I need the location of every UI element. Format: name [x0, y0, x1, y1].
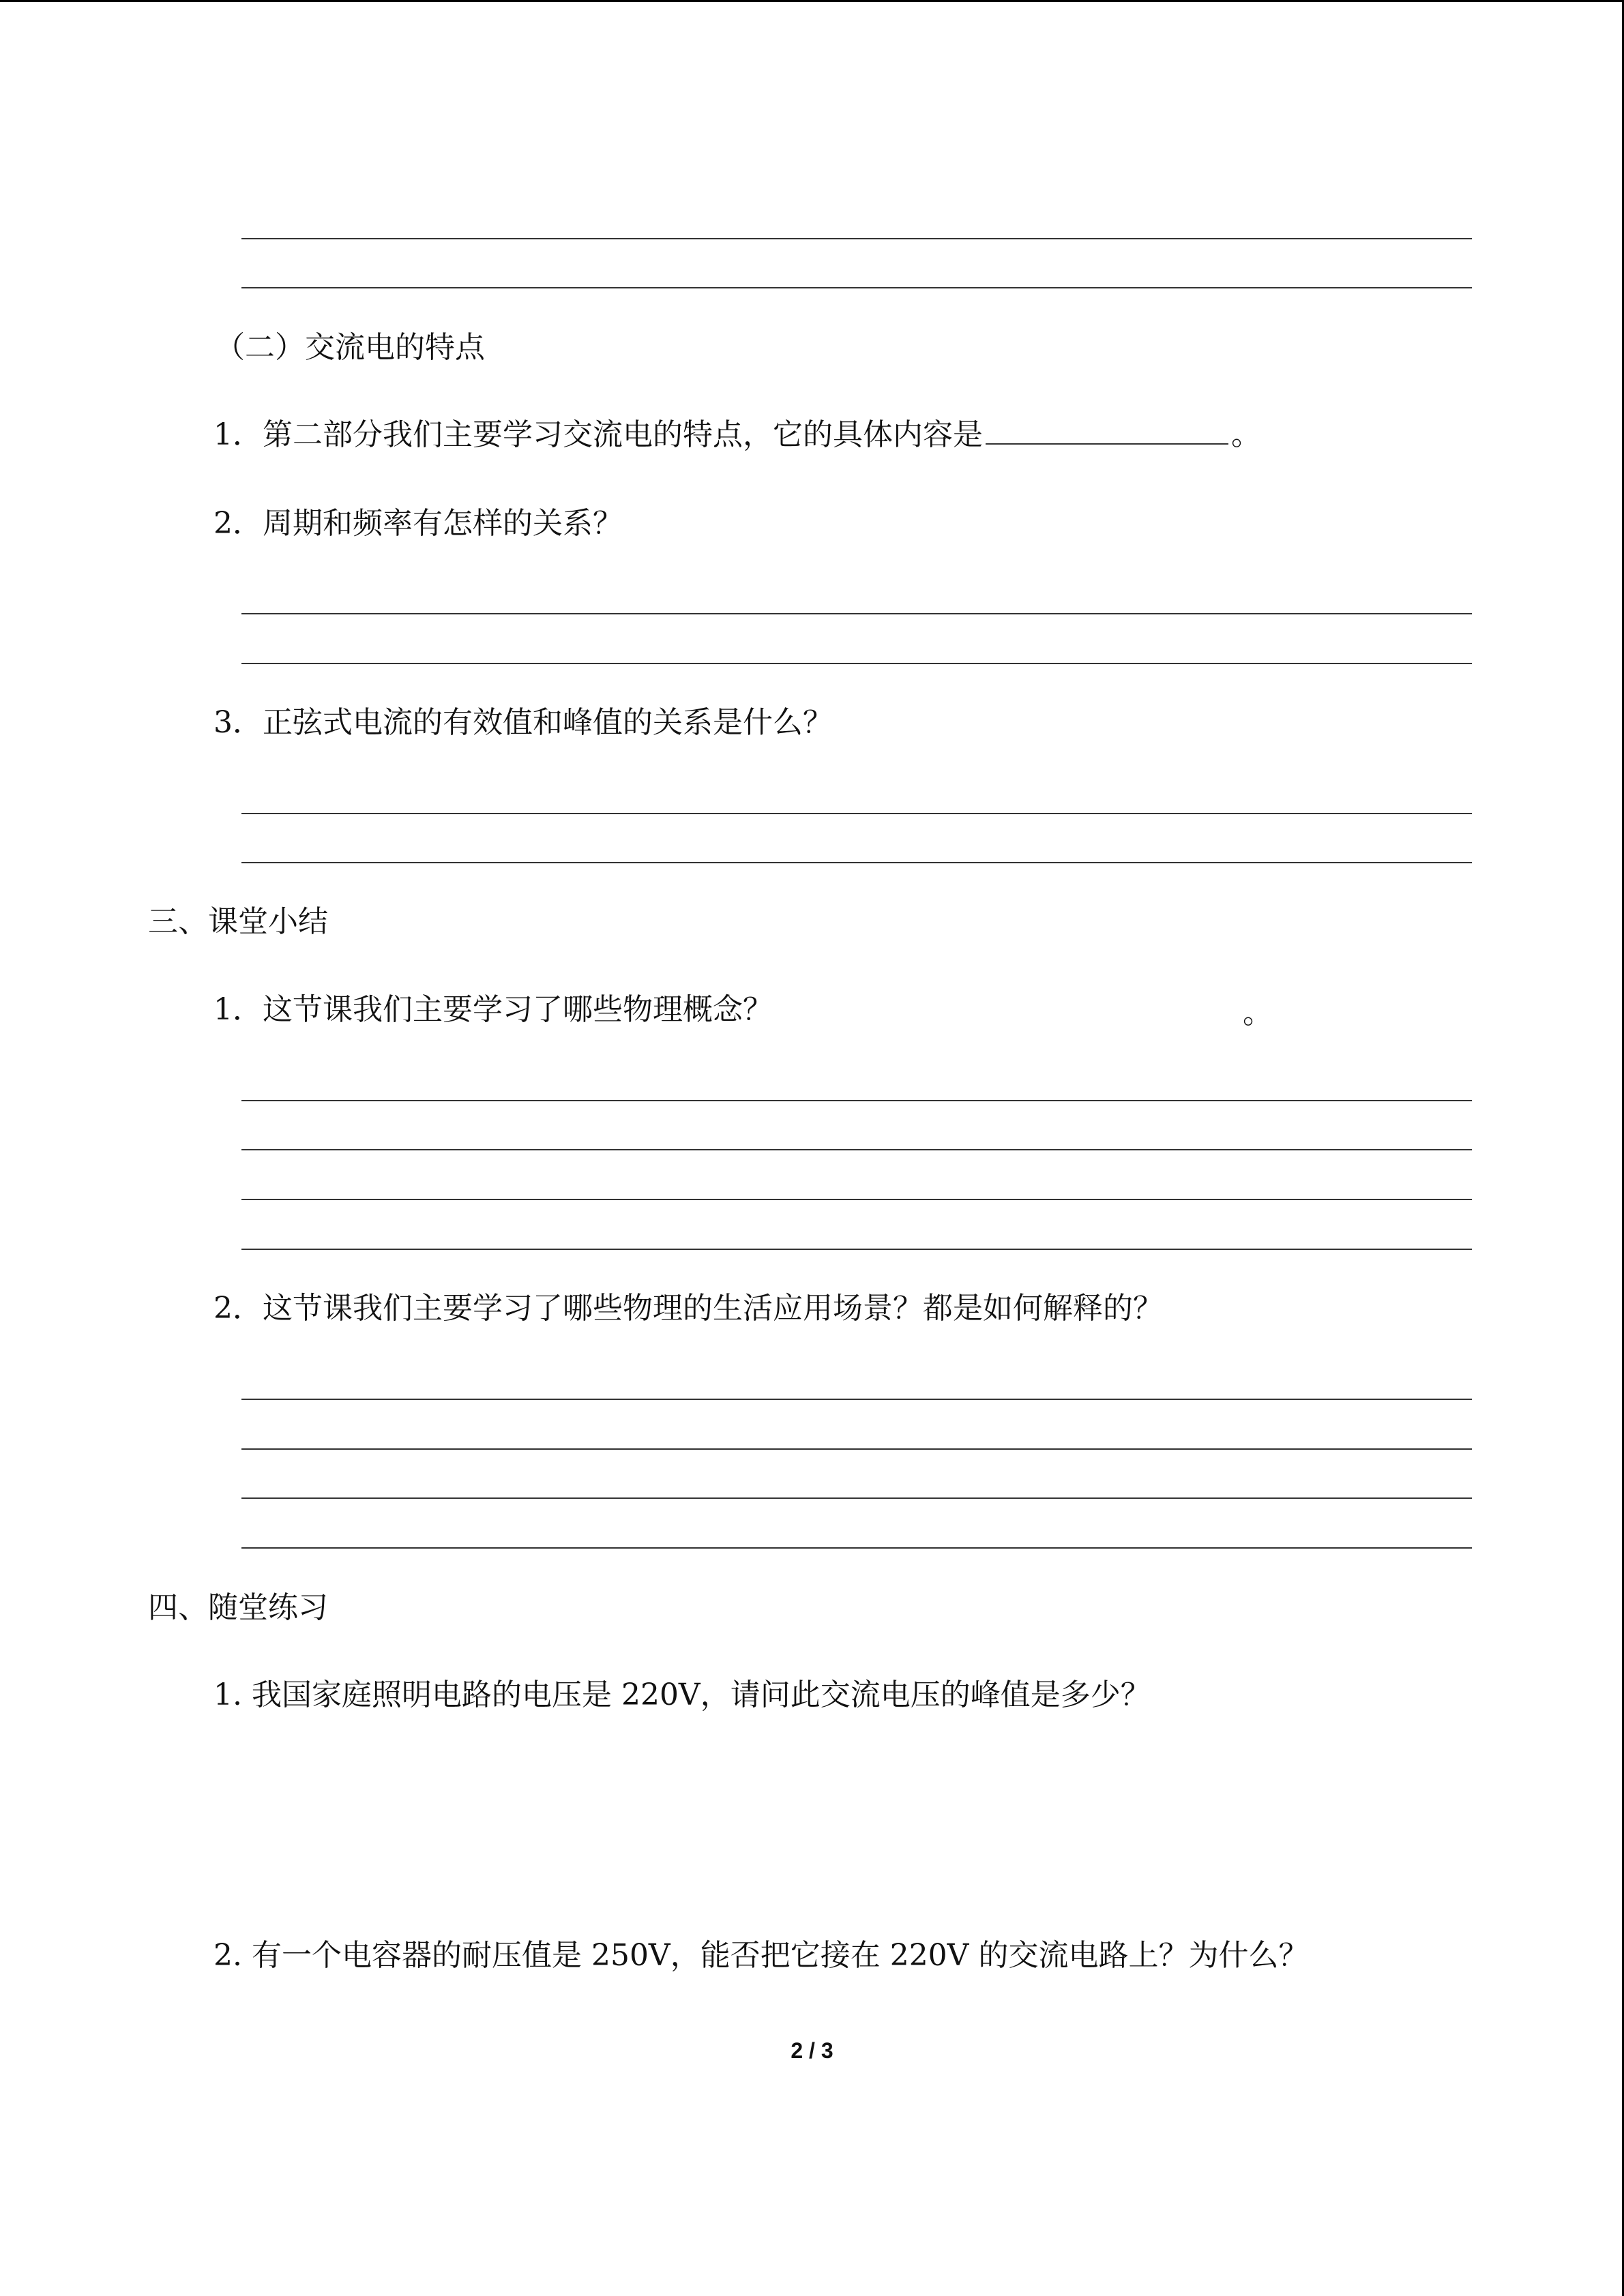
answer-line[interactable]: [241, 1199, 1472, 1200]
stray-period-mark: 。: [1243, 996, 1273, 1030]
answer-line[interactable]: [241, 287, 1472, 288]
answer-line[interactable]: [241, 1399, 1472, 1400]
question-text: 1．第二部分我们主要学习交流电的特点，它的具体内容是: [213, 417, 983, 452]
summary-question-1: 1．这节课我们主要学习了哪些物理概念？: [213, 992, 773, 1027]
answer-line[interactable]: [241, 1100, 1472, 1101]
summary-question-2: 2．这节课我们主要学习了哪些物理的生活应用场景？都是如何解释的？: [213, 1291, 1163, 1326]
page-number: 2 / 3: [791, 2038, 833, 2063]
answer-line[interactable]: [241, 1547, 1472, 1549]
practice-question-1: 1. 我国家庭照明电路的电压是 220V，请问此交流电压的峰值是多少？: [213, 1678, 1151, 1712]
summary-heading: 三、课堂小结: [148, 904, 328, 939]
ac-features-question-3: 3．正弦式电流的有效值和峰值的关系是什么？: [213, 705, 833, 740]
answer-line[interactable]: [241, 1149, 1472, 1150]
answer-line[interactable]: [241, 663, 1472, 664]
fill-in-blank[interactable]: [986, 416, 1228, 445]
answer-line[interactable]: [241, 613, 1472, 614]
question-end-mark: 。: [1231, 417, 1261, 452]
practice-heading: 四、随堂练习: [148, 1590, 328, 1625]
answer-line[interactable]: [241, 813, 1472, 814]
answer-line[interactable]: [241, 1497, 1472, 1499]
answer-line[interactable]: [241, 238, 1472, 239]
ac-features-question-1: [213, 416, 1261, 454]
answer-line[interactable]: [241, 862, 1472, 863]
answer-line[interactable]: [241, 1448, 1472, 1450]
page-border-top: [0, 0, 1624, 2]
ac-features-heading: （二）交流电的特点: [215, 330, 485, 365]
practice-question-2: 2. 有一个电容器的耐压值是 250V，能否把它接在 220V 的交流电路上？为什么？: [213, 1938, 1309, 1973]
ac-features-question-2: 2．周期和频率有怎样的关系？: [213, 506, 623, 541]
answer-line[interactable]: [241, 1249, 1472, 1250]
